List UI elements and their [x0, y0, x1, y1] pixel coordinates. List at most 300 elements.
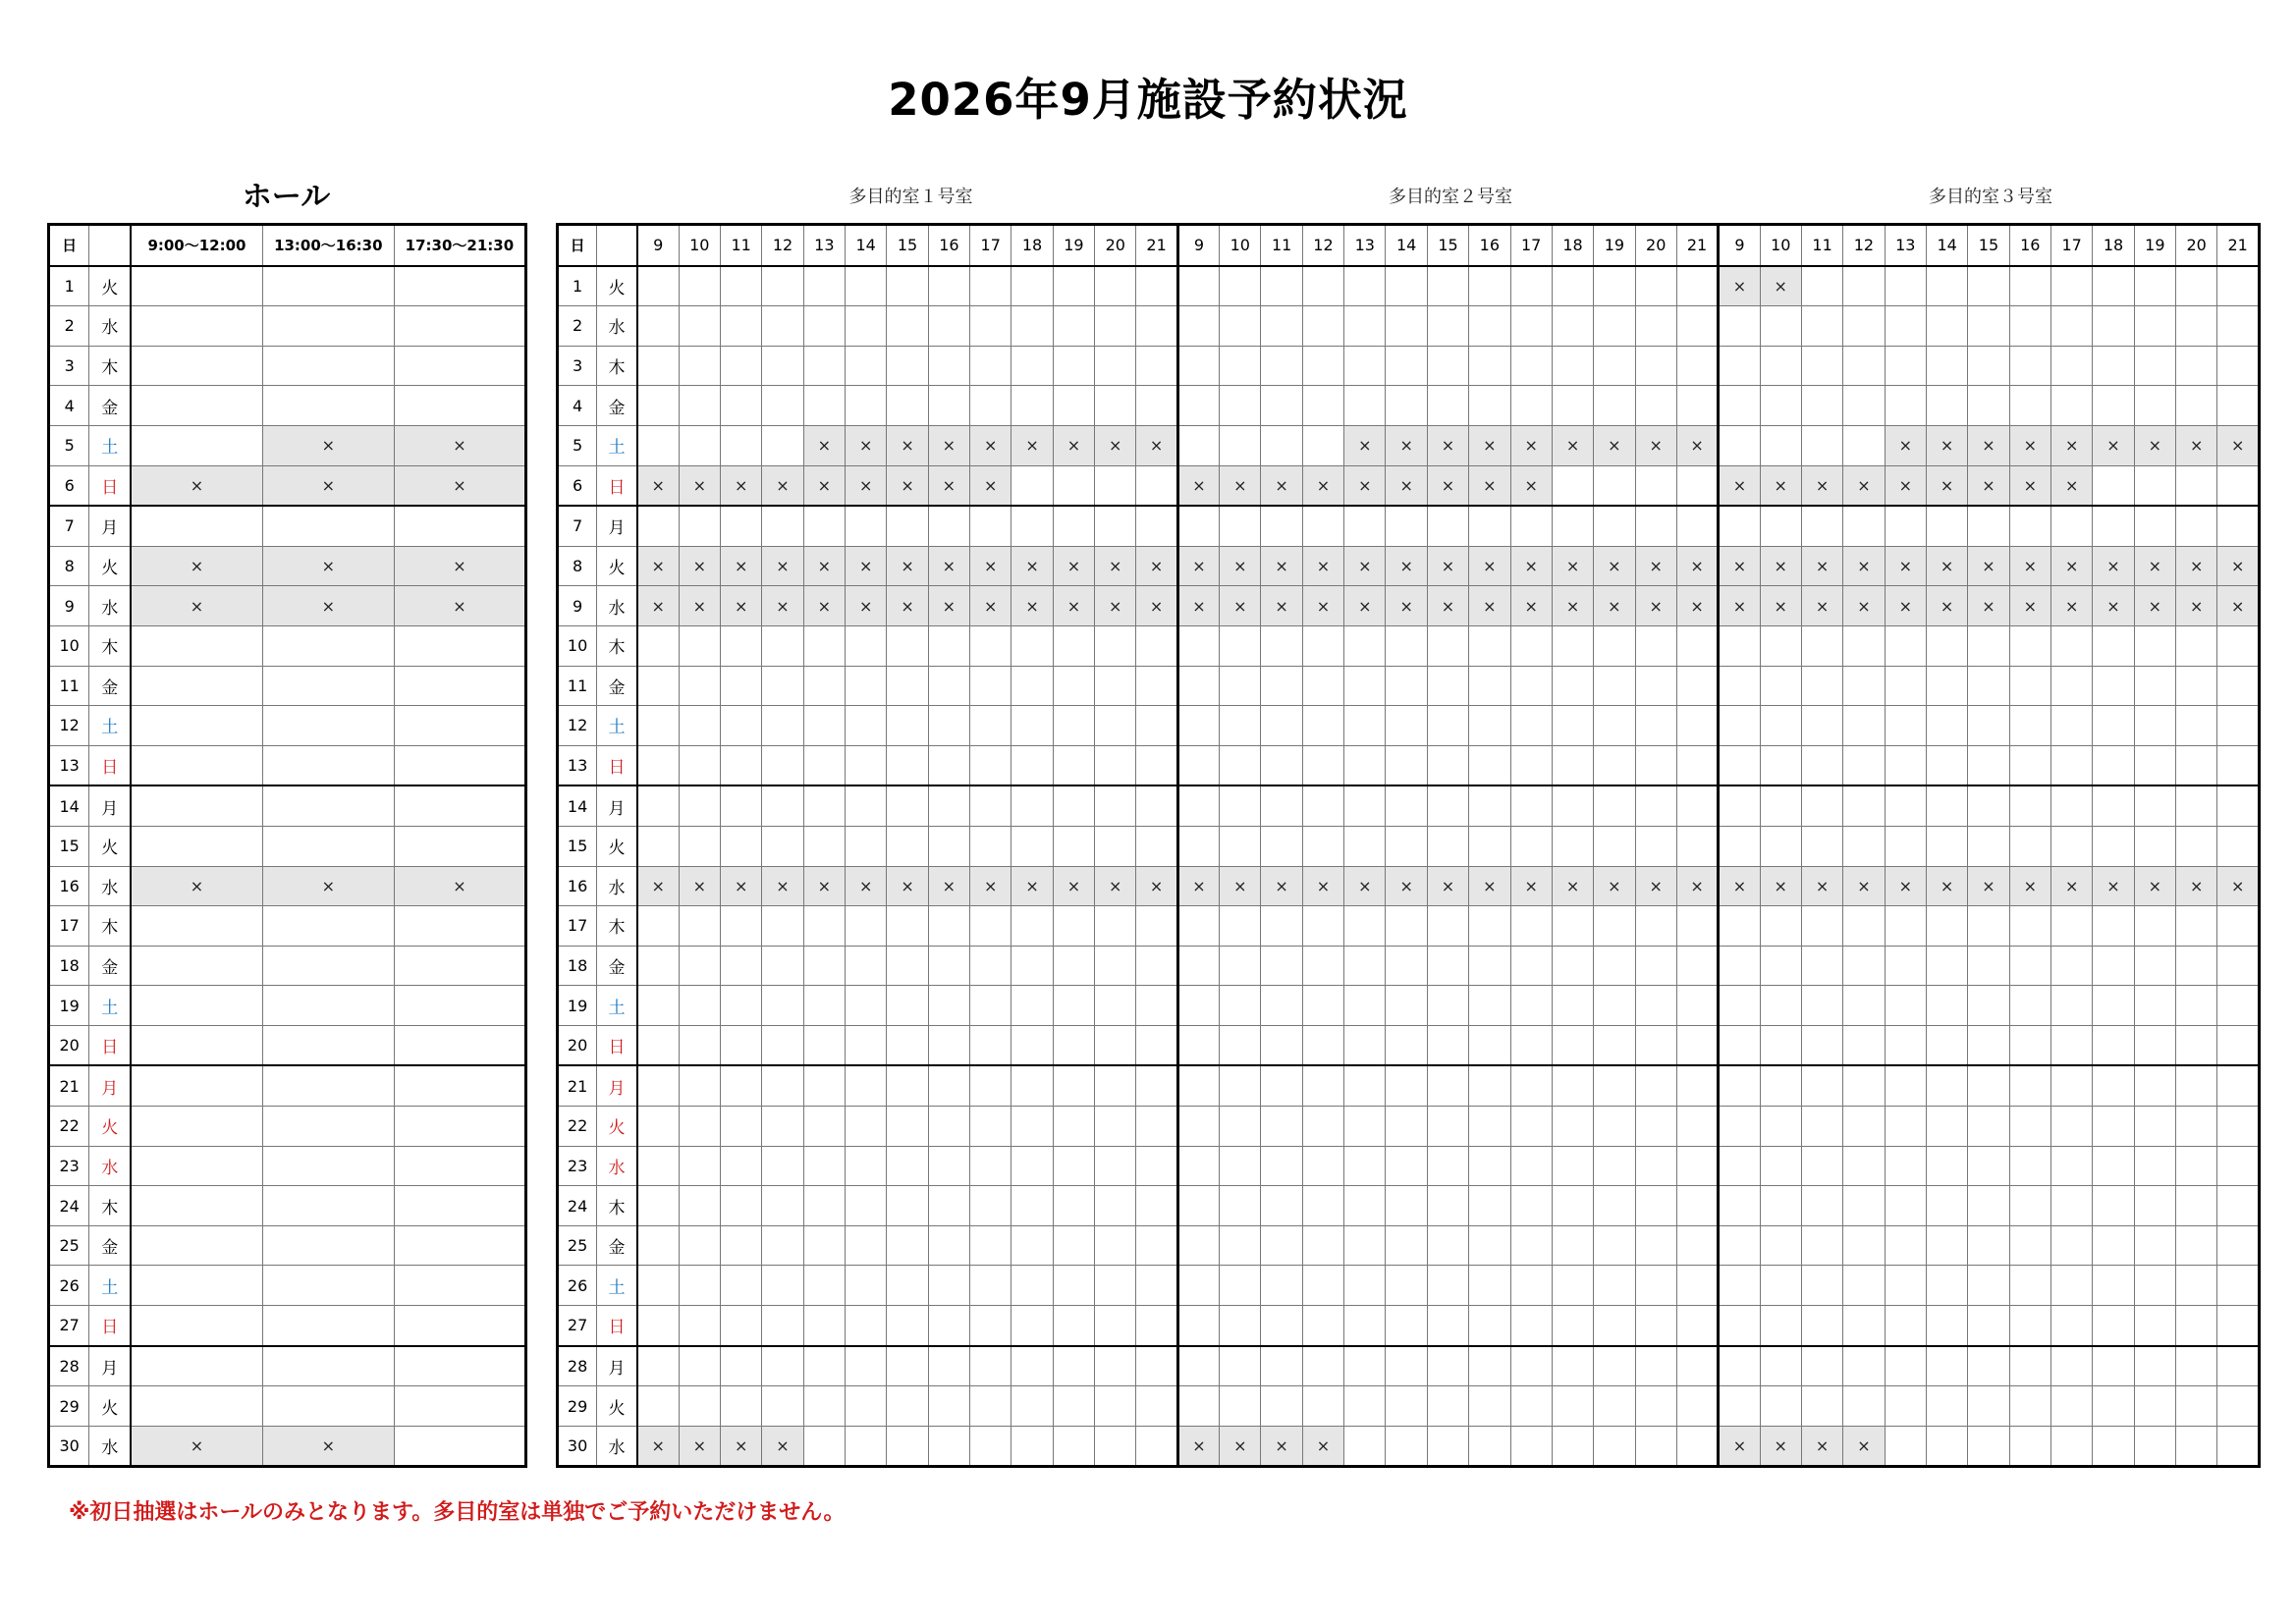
- available-cell: [1095, 1225, 1136, 1266]
- available-cell: [1302, 1107, 1343, 1147]
- available-cell: [2050, 386, 2092, 426]
- available-cell: [2217, 1426, 2260, 1467]
- available-cell: [1968, 826, 2009, 866]
- available-cell: [262, 1346, 394, 1386]
- available-cell: [1801, 386, 1842, 426]
- available-cell: [762, 785, 803, 826]
- available-cell: [1302, 1225, 1343, 1266]
- table-row: [49, 266, 526, 306]
- booked-cell: ×: [2176, 586, 2217, 626]
- available-cell: [1302, 1065, 1343, 1106]
- booked-cell: ×: [1095, 546, 1136, 586]
- available-cell: [1344, 986, 1386, 1026]
- available-cell: [1220, 1266, 1261, 1306]
- available-cell: [2176, 266, 2217, 306]
- available-cell: [131, 425, 262, 465]
- available-cell: [970, 266, 1011, 306]
- booked-cell: ×: [262, 425, 394, 465]
- available-cell: [1843, 745, 1885, 785]
- available-cell: [1427, 346, 1468, 386]
- available-cell: [1386, 1025, 1427, 1065]
- available-cell: [2009, 1025, 2050, 1065]
- weekday: 火: [597, 826, 637, 866]
- available-cell: [1011, 506, 1053, 546]
- available-cell: [131, 666, 262, 706]
- available-cell: [1302, 1306, 1343, 1346]
- available-cell: [394, 386, 525, 426]
- available-cell: [803, 1306, 845, 1346]
- available-cell: [1968, 946, 2009, 986]
- table-row: [558, 1186, 2260, 1226]
- available-cell: [1011, 625, 1053, 666]
- booked-cell: ×: [1719, 866, 1760, 906]
- hour-header: 13: [1344, 225, 1386, 266]
- available-cell: [1427, 706, 1468, 746]
- weekday: 水: [597, 586, 637, 626]
- booked-cell: ×: [1011, 425, 1053, 465]
- available-cell: [928, 1065, 969, 1106]
- booked-cell: ×: [1053, 866, 1094, 906]
- available-cell: [637, 1065, 679, 1106]
- available-cell: [1719, 1107, 1760, 1147]
- available-cell: [720, 706, 761, 746]
- booked-cell: ×: [1594, 425, 1635, 465]
- available-cell: [1885, 826, 1926, 866]
- available-cell: [1427, 625, 1468, 666]
- available-cell: [887, 386, 928, 426]
- table-row: [558, 346, 2260, 386]
- available-cell: [1136, 666, 1177, 706]
- available-cell: [1843, 1186, 1885, 1226]
- table-row: [558, 666, 2260, 706]
- available-cell: [1801, 425, 1842, 465]
- available-cell: [1469, 625, 1510, 666]
- available-cell: [1676, 1386, 1718, 1427]
- table-row: [49, 826, 526, 866]
- available-cell: [1344, 1146, 1386, 1186]
- available-cell: [1594, 1306, 1635, 1346]
- available-cell: [1220, 386, 1261, 426]
- available-cell: [1344, 1266, 1386, 1306]
- weekday: 日: [89, 745, 131, 785]
- table-row: [558, 1225, 2260, 1266]
- available-cell: [1843, 1025, 1885, 1065]
- available-cell: [1801, 706, 1842, 746]
- available-cell: [970, 1266, 1011, 1306]
- available-cell: [1760, 706, 1801, 746]
- available-cell: [1095, 465, 1136, 506]
- available-cell: [1719, 1146, 1760, 1186]
- available-cell: [1719, 785, 1760, 826]
- available-cell: [1177, 1306, 1219, 1346]
- available-cell: [679, 1266, 720, 1306]
- available-cell: [2009, 1225, 2050, 1266]
- available-cell: [679, 1225, 720, 1266]
- available-cell: [679, 1346, 720, 1386]
- available-cell: [394, 826, 525, 866]
- available-cell: [1261, 625, 1302, 666]
- available-cell: [803, 986, 845, 1026]
- available-cell: [1261, 986, 1302, 1026]
- available-cell: [2217, 706, 2260, 746]
- available-cell: [846, 1025, 887, 1065]
- available-cell: [679, 826, 720, 866]
- available-cell: [846, 1306, 887, 1346]
- available-cell: [1427, 986, 1468, 1026]
- available-cell: [970, 1346, 1011, 1386]
- available-cell: [1552, 745, 1593, 785]
- available-cell: [1760, 1386, 1801, 1427]
- available-cell: [1843, 425, 1885, 465]
- available-cell: [2217, 785, 2260, 826]
- available-cell: [1261, 1346, 1302, 1386]
- available-cell: [1220, 946, 1261, 986]
- available-cell: [1053, 1186, 1094, 1226]
- available-cell: [970, 1306, 1011, 1346]
- available-cell: [2050, 1146, 2092, 1186]
- available-cell: [1220, 625, 1261, 666]
- available-cell: [2050, 785, 2092, 826]
- available-cell: [2217, 986, 2260, 1026]
- available-cell: [2009, 826, 2050, 866]
- available-cell: [1719, 1065, 1760, 1106]
- hour-header: 9: [1719, 225, 1760, 266]
- available-cell: [928, 1225, 969, 1266]
- available-cell: [1760, 625, 1801, 666]
- available-cell: [2009, 785, 2050, 826]
- available-cell: [1220, 785, 1261, 826]
- hour-header: 14: [846, 225, 887, 266]
- weekday: 火: [89, 1107, 131, 1147]
- available-cell: [1386, 1146, 1427, 1186]
- available-cell: [928, 1306, 969, 1346]
- available-cell: [803, 346, 845, 386]
- weekday: 火: [89, 546, 131, 586]
- available-cell: [1053, 1386, 1094, 1427]
- available-cell: [394, 306, 525, 347]
- available-cell: [1261, 666, 1302, 706]
- available-cell: [1676, 1146, 1718, 1186]
- booked-cell: ×: [1344, 866, 1386, 906]
- available-cell: [1843, 1386, 1885, 1427]
- available-cell: [1344, 386, 1386, 426]
- available-cell: [2217, 1306, 2260, 1346]
- weekday: 木: [89, 346, 131, 386]
- booked-cell: ×: [2217, 586, 2260, 626]
- available-cell: [262, 625, 394, 666]
- booked-cell: ×: [1719, 465, 1760, 506]
- booked-cell: ×: [887, 465, 928, 506]
- available-cell: [679, 1186, 720, 1226]
- available-cell: [2176, 1146, 2217, 1186]
- booked-cell: ×: [1801, 586, 1842, 626]
- weekday: 金: [89, 386, 131, 426]
- hour-header: 16: [2009, 225, 2050, 266]
- available-cell: [1760, 906, 1801, 947]
- available-cell: [846, 1146, 887, 1186]
- hour-header: 21: [1676, 225, 1718, 266]
- booked-cell: ×: [1885, 465, 1926, 506]
- available-cell: [1676, 1225, 1718, 1266]
- available-cell: [1594, 1346, 1635, 1386]
- available-cell: [1885, 986, 1926, 1026]
- available-cell: [2009, 946, 2050, 986]
- day-number: 9: [49, 586, 89, 626]
- available-cell: [1095, 346, 1136, 386]
- weekday: 木: [89, 625, 131, 666]
- available-cell: [262, 1107, 394, 1147]
- booked-cell: ×: [1635, 425, 1676, 465]
- available-cell: [131, 506, 262, 546]
- available-cell: [1510, 306, 1552, 347]
- booked-cell: ×: [720, 465, 761, 506]
- booked-cell: ×: [928, 546, 969, 586]
- available-cell: [1344, 306, 1386, 347]
- available-cell: [1177, 625, 1219, 666]
- available-cell: [1510, 745, 1552, 785]
- booked-cell: ×: [1760, 866, 1801, 906]
- available-cell: [928, 1186, 969, 1226]
- day-number: 8: [558, 546, 597, 586]
- weekday: 日: [89, 465, 131, 506]
- available-cell: [1552, 386, 1593, 426]
- available-cell: [1719, 1225, 1760, 1266]
- available-cell: [1552, 906, 1593, 947]
- weekday: 木: [597, 625, 637, 666]
- available-cell: [1427, 1186, 1468, 1226]
- day-number: 21: [49, 1065, 89, 1106]
- available-cell: [1594, 706, 1635, 746]
- weekday: 月: [597, 506, 637, 546]
- booked-cell: ×: [262, 546, 394, 586]
- available-cell: [1760, 1186, 1801, 1226]
- available-cell: [2093, 306, 2134, 347]
- available-cell: [1302, 306, 1343, 347]
- available-cell: [2134, 266, 2175, 306]
- available-cell: [679, 625, 720, 666]
- available-cell: [2050, 1346, 2092, 1386]
- available-cell: [1552, 826, 1593, 866]
- available-cell: [1136, 1346, 1177, 1386]
- available-cell: [887, 666, 928, 706]
- available-cell: [1344, 1065, 1386, 1106]
- available-cell: [1177, 506, 1219, 546]
- available-cell: [1427, 306, 1468, 347]
- available-cell: [1676, 785, 1718, 826]
- available-cell: [1177, 306, 1219, 347]
- booked-cell: ×: [1302, 546, 1343, 586]
- available-cell: [1885, 266, 1926, 306]
- day-number: 6: [49, 465, 89, 506]
- day-number: 16: [49, 866, 89, 906]
- available-cell: [131, 1186, 262, 1226]
- available-cell: [720, 826, 761, 866]
- available-cell: [1095, 745, 1136, 785]
- available-cell: [1469, 986, 1510, 1026]
- day-number: 23: [49, 1146, 89, 1186]
- available-cell: [2217, 625, 2260, 666]
- booked-cell: ×: [2134, 425, 2175, 465]
- available-cell: [1469, 1306, 1510, 1346]
- available-cell: [1760, 1306, 1801, 1346]
- booked-cell: ×: [131, 866, 262, 906]
- table-row: [49, 666, 526, 706]
- booked-cell: ×: [803, 586, 845, 626]
- booked-cell: ×: [970, 546, 1011, 586]
- day-number: 27: [49, 1306, 89, 1346]
- available-cell: [1220, 906, 1261, 947]
- available-cell: [846, 666, 887, 706]
- available-cell: [970, 1426, 1011, 1467]
- booked-cell: ×: [394, 586, 525, 626]
- available-cell: [1427, 1306, 1468, 1346]
- available-cell: [131, 306, 262, 347]
- available-cell: [1801, 1346, 1842, 1386]
- available-cell: [762, 386, 803, 426]
- table-row: [49, 1025, 526, 1065]
- available-cell: [1220, 1346, 1261, 1386]
- available-cell: [1095, 1266, 1136, 1306]
- available-cell: [637, 1225, 679, 1266]
- available-cell: [762, 266, 803, 306]
- table-row: [49, 785, 526, 826]
- available-cell: [1469, 785, 1510, 826]
- available-cell: [2093, 1025, 2134, 1065]
- available-cell: [1095, 1107, 1136, 1147]
- available-cell: [1427, 1065, 1468, 1106]
- booked-cell: ×: [928, 465, 969, 506]
- hour-header: 16: [1469, 225, 1510, 266]
- available-cell: [846, 745, 887, 785]
- booked-cell: ×: [1220, 866, 1261, 906]
- available-cell: [1843, 1266, 1885, 1306]
- day-number: 22: [49, 1107, 89, 1147]
- available-cell: [1760, 946, 1801, 986]
- available-cell: [394, 666, 525, 706]
- booked-cell: ×: [1427, 586, 1468, 626]
- booked-cell: ×: [1095, 866, 1136, 906]
- available-cell: [2217, 1025, 2260, 1065]
- available-cell: [762, 425, 803, 465]
- available-cell: [1926, 666, 1967, 706]
- available-cell: [262, 506, 394, 546]
- available-cell: [1427, 1426, 1468, 1467]
- available-cell: [1220, 986, 1261, 1026]
- available-cell: [720, 1025, 761, 1065]
- available-cell: [1469, 946, 1510, 986]
- booked-cell: ×: [928, 425, 969, 465]
- available-cell: [1220, 306, 1261, 347]
- available-cell: [1302, 1025, 1343, 1065]
- available-cell: [2093, 1346, 2134, 1386]
- available-cell: [887, 906, 928, 947]
- available-cell: [2093, 1386, 2134, 1427]
- available-cell: [1801, 666, 1842, 706]
- available-cell: [1676, 906, 1718, 947]
- available-cell: [1136, 1186, 1177, 1226]
- available-cell: [1344, 1225, 1386, 1266]
- available-cell: [1095, 946, 1136, 986]
- available-cell: [1760, 306, 1801, 347]
- available-cell: [846, 1426, 887, 1467]
- booked-cell: ×: [1469, 425, 1510, 465]
- available-cell: [2093, 1186, 2134, 1226]
- hour-header: 13: [803, 225, 845, 266]
- available-cell: [1552, 986, 1593, 1026]
- day-number: 4: [558, 386, 597, 426]
- available-cell: [1386, 706, 1427, 746]
- available-cell: [394, 1065, 525, 1106]
- available-cell: [1843, 946, 1885, 986]
- available-cell: [2093, 986, 2134, 1026]
- available-cell: [1095, 666, 1136, 706]
- available-cell: [637, 1025, 679, 1065]
- hour-header: 14: [1926, 225, 1967, 266]
- available-cell: [1926, 386, 1967, 426]
- day-number: 26: [49, 1266, 89, 1306]
- available-cell: [1676, 386, 1718, 426]
- available-cell: [2050, 1186, 2092, 1226]
- weekday: 水: [597, 1146, 637, 1186]
- slot-header: 9:00～12:00: [131, 225, 262, 266]
- day-number: 25: [49, 1225, 89, 1266]
- available-cell: [262, 666, 394, 706]
- available-cell: [1427, 1266, 1468, 1306]
- available-cell: [1594, 266, 1635, 306]
- available-cell: [131, 1346, 262, 1386]
- available-cell: [2134, 1346, 2175, 1386]
- available-cell: [394, 745, 525, 785]
- available-cell: [1095, 1186, 1136, 1226]
- available-cell: [1177, 425, 1219, 465]
- available-cell: [637, 745, 679, 785]
- weekday: 日: [89, 1306, 131, 1346]
- available-cell: [928, 745, 969, 785]
- available-cell: [1220, 425, 1261, 465]
- weekday: 月: [89, 785, 131, 826]
- booked-cell: ×: [394, 425, 525, 465]
- available-cell: [887, 1306, 928, 1346]
- available-cell: [1635, 946, 1676, 986]
- available-cell: [887, 1426, 928, 1467]
- available-cell: [2050, 1025, 2092, 1065]
- available-cell: [970, 986, 1011, 1026]
- table-row: [558, 1306, 2260, 1346]
- booked-cell: ×: [2050, 465, 2092, 506]
- available-cell: [2050, 986, 2092, 1026]
- available-cell: [1885, 1346, 1926, 1386]
- available-cell: [720, 906, 761, 947]
- available-cell: [1344, 946, 1386, 986]
- available-cell: [1386, 1346, 1427, 1386]
- available-cell: [1760, 346, 1801, 386]
- available-cell: [887, 785, 928, 826]
- available-cell: [1885, 1186, 1926, 1226]
- available-cell: [887, 346, 928, 386]
- available-cell: [2217, 745, 2260, 785]
- available-cell: [1843, 306, 1885, 347]
- available-cell: [1095, 785, 1136, 826]
- available-cell: [1801, 1186, 1842, 1226]
- available-cell: [2176, 306, 2217, 347]
- available-cell: [1220, 1146, 1261, 1186]
- available-cell: [2217, 465, 2260, 506]
- available-cell: [679, 266, 720, 306]
- available-cell: [1719, 625, 1760, 666]
- available-cell: [637, 946, 679, 986]
- available-cell: [970, 666, 1011, 706]
- available-cell: [1177, 266, 1219, 306]
